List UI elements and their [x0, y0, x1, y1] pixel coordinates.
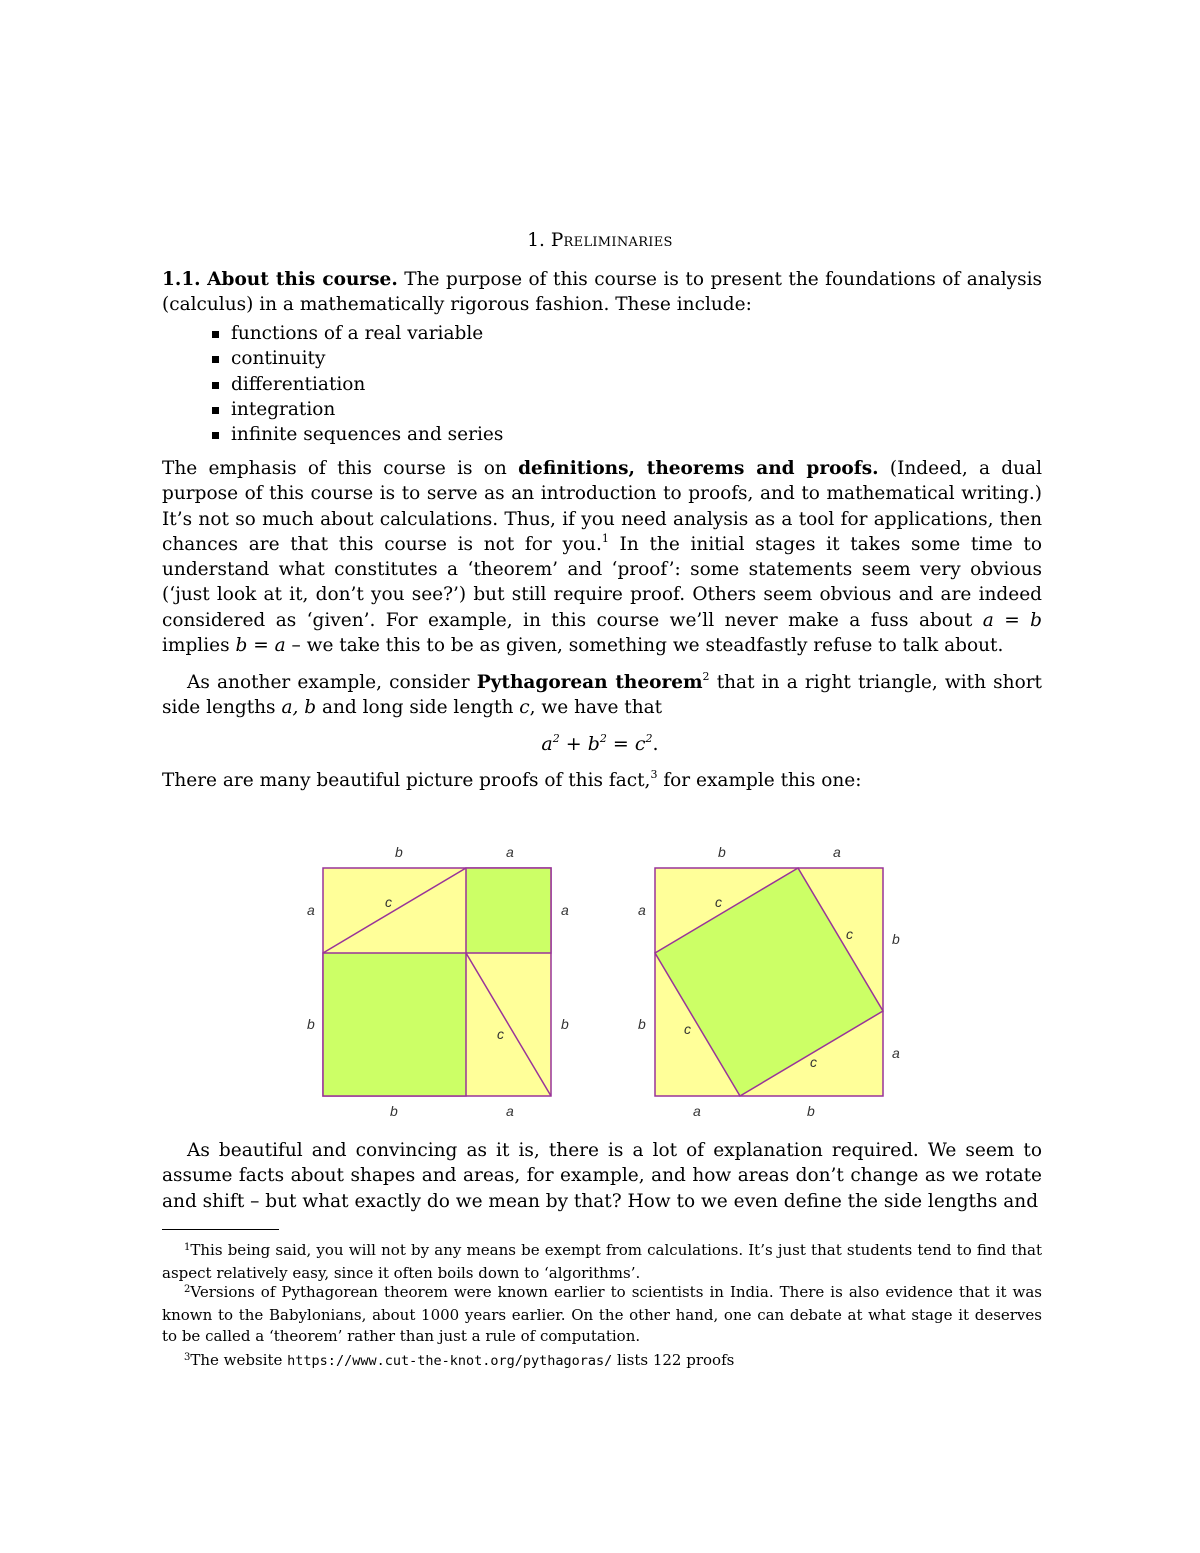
section-number: 1.1.: [162, 269, 201, 290]
text-run: (Indeed, a dual purpose of this course is to serve as an introduction to proofs, and to mathematical writing.) It’s not so much about calculations. Thus, if you need analysis as a tool for applications, then chances are that this course is not for you.: [162, 458, 1043, 555]
footnote-3: [162, 1350, 1042, 1373]
list-item: integration: [211, 397, 503, 422]
list-item: continuity: [211, 346, 503, 371]
footnote-text: The website: [190, 1351, 288, 1369]
figure-label: c: [684, 1021, 691, 1037]
math-op: +: [559, 733, 588, 755]
exponent: 2: [645, 731, 653, 745]
chapter-title: Preliminaries: [550, 230, 673, 251]
figure-label: c: [715, 894, 722, 910]
footnote-2: [162, 1282, 1042, 1347]
section-intro-paragraph: [162, 267, 1042, 318]
text-run: for example this one:: [657, 770, 862, 791]
footnote-ref[interactable]: 3: [650, 767, 658, 781]
figure-label: a: [638, 902, 646, 918]
footnote-number: 3: [184, 1352, 191, 1363]
pythagoras-paragraph: [162, 670, 1042, 721]
footnote-ref[interactable]: 1: [601, 531, 609, 545]
math-var: a, b: [281, 697, 317, 719]
topic-list: [211, 321, 503, 447]
chapter-number: 1.: [527, 230, 545, 251]
math-var: a: [274, 635, 286, 657]
footnote-text: lists 122 proofs: [612, 1351, 735, 1369]
math-var: a: [541, 733, 553, 755]
figure-label: a: [833, 844, 841, 860]
figure-label: a: [307, 902, 315, 918]
footnote-number: 1: [184, 1242, 191, 1253]
section-intro-text: The purpose of this course is to present the foundations of analysis (calculus) in a mathematically rigorous fashion. These include:: [162, 269, 1043, 316]
list-item: infinite sequences and series: [211, 422, 503, 447]
figure-label: b: [390, 1103, 398, 1119]
text-run: , we have that: [529, 697, 663, 719]
pythagorean-equation: [0, 733, 1200, 755]
text-run: – we take this to be as given, something we steadfastly refuse to talk about.: [285, 635, 1004, 657]
footnote-1: [162, 1240, 1042, 1284]
text-run: implies: [162, 635, 236, 657]
math-var: c: [519, 697, 530, 719]
figure-label: c: [810, 1054, 817, 1070]
footnote-ref[interactable]: 2: [702, 669, 710, 683]
math-var: b: [587, 733, 600, 755]
math-var: b: [235, 635, 248, 657]
section-title: About this course.: [207, 269, 398, 290]
figure-label: b: [307, 1016, 315, 1032]
picture-proof-intro: [162, 768, 1042, 793]
figure-label: b: [718, 844, 726, 860]
footnote-divider: [162, 1229, 279, 1230]
punctuation: .: [652, 733, 659, 755]
text-run: In the initial stages it takes some time to understand what constitutes a ‘theorem’ and ‘proof’: some statements seem very obvious (‘just look at it, don’t you see?’) but still require proof. Others seem obvious and are indeed considered as ‘given’. For example, in this course we’ll never make a fuss about: [162, 533, 1042, 631]
math-var: c: [634, 733, 646, 755]
exponent: 2: [599, 731, 607, 745]
figure-label: c: [385, 894, 392, 910]
left-diagram: [307, 844, 569, 1119]
footnote-number: 2: [184, 1284, 191, 1295]
bold-phrase: definitions, theorems and proofs.: [518, 458, 879, 479]
math-var: a: [982, 609, 994, 631]
math-var: b: [1030, 609, 1043, 631]
figure-label: b: [892, 931, 900, 947]
text-run: The emphasis of this course is on: [162, 458, 519, 479]
left-square-b: [323, 953, 466, 1096]
chapter-heading: [0, 230, 1200, 251]
list-item: differentiation: [211, 372, 503, 397]
figure-label: a: [561, 902, 569, 918]
text-run: that in a right triangle, with short side lengths: [162, 672, 1042, 719]
text-run: As beautiful and convincing as it is, there is a lot of explanation required. We seem to assume facts about shapes and areas, for example, and how areas don’t change as we rotate and shift – but what exactly do we mean by that? How to we even define the side lengths and: [162, 1140, 1042, 1212]
right-diagram: [638, 844, 900, 1119]
footnote-text: This being said, you will not by any means be exempt from calculations. It’s just that students tend to find that aspect relatively easy, since it often boils down to ‘algorithms’.: [162, 1241, 1042, 1282]
figure-label: a: [506, 844, 514, 860]
math-op: =: [606, 733, 635, 755]
figure-label: c: [846, 926, 853, 942]
math-op: =: [247, 635, 275, 657]
bold-phrase: Pythagorean theorem: [476, 672, 703, 693]
figure-label: c: [497, 1026, 504, 1042]
footnote-link[interactable]: https://www.cut-the-knot.org/pythagoras/: [287, 1353, 613, 1369]
pythagorean-proof-figure: [300, 835, 920, 1125]
exponent: 2: [552, 731, 560, 745]
figure-label: b: [638, 1016, 646, 1032]
text-run: As another example, consider: [187, 672, 477, 693]
figure-label: a: [506, 1103, 514, 1119]
text-run: and long side length: [316, 697, 520, 719]
figure-label: a: [693, 1103, 701, 1119]
text-run: There are many beautiful picture proofs of this fact,: [162, 770, 651, 791]
figure-label: b: [807, 1103, 815, 1119]
figure-label: b: [561, 1016, 569, 1032]
figure-label: b: [395, 844, 403, 860]
list-item: functions of a real variable: [211, 321, 503, 346]
explanation-paragraph: [162, 1138, 1042, 1214]
emphasis-paragraph: [162, 456, 1042, 658]
footnote-text: Versions of Pythagorean theorem were known earlier to scientists in India. There is also evidence that it was known to the Babylonians, about 1000 years earlier. On the other hand, one can debate at what stage it deserves to be called a ‘theorem’ rather than just a rule of computation.: [162, 1283, 1042, 1345]
left-square-a: [466, 868, 551, 953]
figure-label: a: [892, 1045, 900, 1061]
math-op: =: [993, 609, 1031, 631]
